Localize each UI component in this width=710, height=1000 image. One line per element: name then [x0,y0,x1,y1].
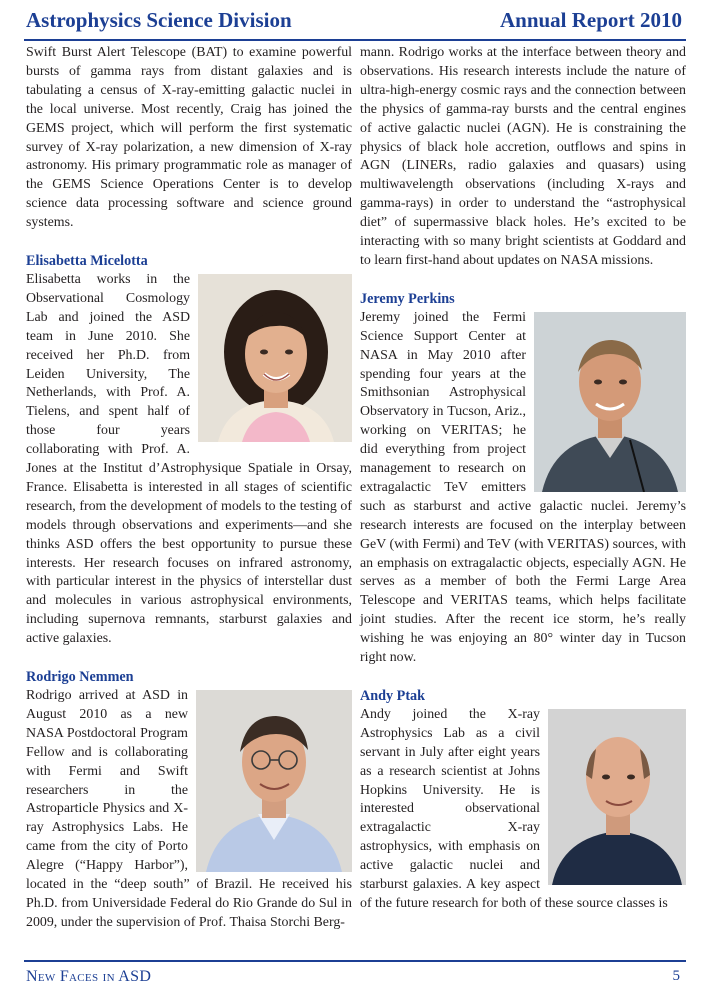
profile-bio-micelotta: Elisabetta works in the Observational Cosmology Lab and joined the ASD team in June 2010. She received her Ph.D. from Leiden University, The Netherlands, with Prof. A. Tielens, and spent half of those four years collaborating with Prof. A. Jones at the Institut d’Astrophysique Spatiale in Orsay, France. Elisabetta is interested in all stages of scientific research, from the development of models to the testing of models through observations and experiments—and she thinks ASD offers the best opportunity to pursue these interests. Her research focuses on infrared astronomy, with particular interest in the physics of interstellar dust and molecules in various astrophysical environments, including supernova remnants, starburst galaxies and active galaxies. [26,271,352,647]
profile-bio-nemmen: Rodrigo arrived at ASD in August 2010 as a new NASA Postdoctoral Program Fellow and is collaborating with Fermi and Swift researchers in the Astroparticle Physics and X-ray Astrophysics Labs. He came from the city of Porto Alegre (“Happy Harbor”), located in the “deep south” of Brazil. He received his Ph.D. from Universidade Federal do Rio Grande do Sul in 2009, under the supervision of Prof. Thaisa Storchi Berg- [26,688,352,930]
portrait-nemmen [196,690,352,872]
footer-rule [24,960,686,962]
profile-bio-ptak: Andy joined the X-ray Astrophysics Lab as a civil servant in July after eight years as a research scientist at Johns Hopkins University. He is interested observational extragalactic X-ray astrophysics, with emphasis on active galactic nuclei and starburst galaxies. A key aspect of the future research for both of these source classes is [360,706,668,911]
profile-bio-perkins: Jeremy joined the Fermi Science Support Center at NASA in May 2010 after spending four years at the Smithsonian Astrophysical Observatory in Tucson, Ariz., working on VERITAS; he did everything from project management to research on extragalactic TeV emitters such as starburst and active galactic nuclei. Jeremy’s research interests are focused on the interplay between GeV (with Fermi) and TeV (with VERITAS) sources, with an emphasis on extragalactic objects, especially AGN. He serves as a member of both the Fermi Large Area Telescope and VERITAS teams, which helps facilitate joint studies. After the recent ice storm, he’s really wishing he was enjoying an 80° winter day in Tucson right now. [360,309,686,666]
page-number: 5 [672,968,680,984]
portrait-perkins [534,312,686,492]
profile-name-ptak: Andy Ptak [360,688,426,704]
page-header [0,0,710,40]
header-rule [24,39,686,41]
profile-name-nemmen: Rodrigo Nemmen [26,669,134,686]
profile-bio-nemmen-continued: mann. Rodrigo works at the interface between theory and observations. His research interests include the nature of ultra-high-energy cosmic rays and the connection between the physics of gamma-ray bursts and the central engines of active galactic nuclei (AGN). He is constraining the physics of black hole accretion, outflows and spins in AGN (LINERs, radio galaxies and quasars) using multiwavelength observations (including X-rays and gamma-rays) in order to understand the “astrophysical diet” of supermassive black holes. He’s excited to be interacting with so many bright scientists at Goddard and to learn first-hand about updates on NASA missions. [360,45,686,268]
right-column [360,44,686,914]
intro-paragraph: Swift Burst Alert Telescope (BAT) to examine powerful bursts of gamma rays from distant galaxies and is tabulating a census of X-ray-emitting galactic nuclei in the local universe. Most recently, Craig has joined the GEMS project, which will perform the first systematic survey of X-ray polarization, a new dimension of X-ray astronomy. His primary programmatic role as manager of the GEMS Science Operations Center is to develop science data processing software and science ground systems. [26,45,352,231]
section-title: New Faces in ASD [26,968,152,985]
portrait-micelotta [198,274,352,442]
division-title: Astrophysics Science Division [26,8,292,32]
report-title: Annual Report 2010 [499,8,682,32]
profile-name-perkins: Jeremy Perkins [360,290,455,307]
left-column [26,44,352,933]
profile-name-micelotta: Elisabetta Micelotta [26,253,148,270]
portrait-ptak [548,709,686,885]
